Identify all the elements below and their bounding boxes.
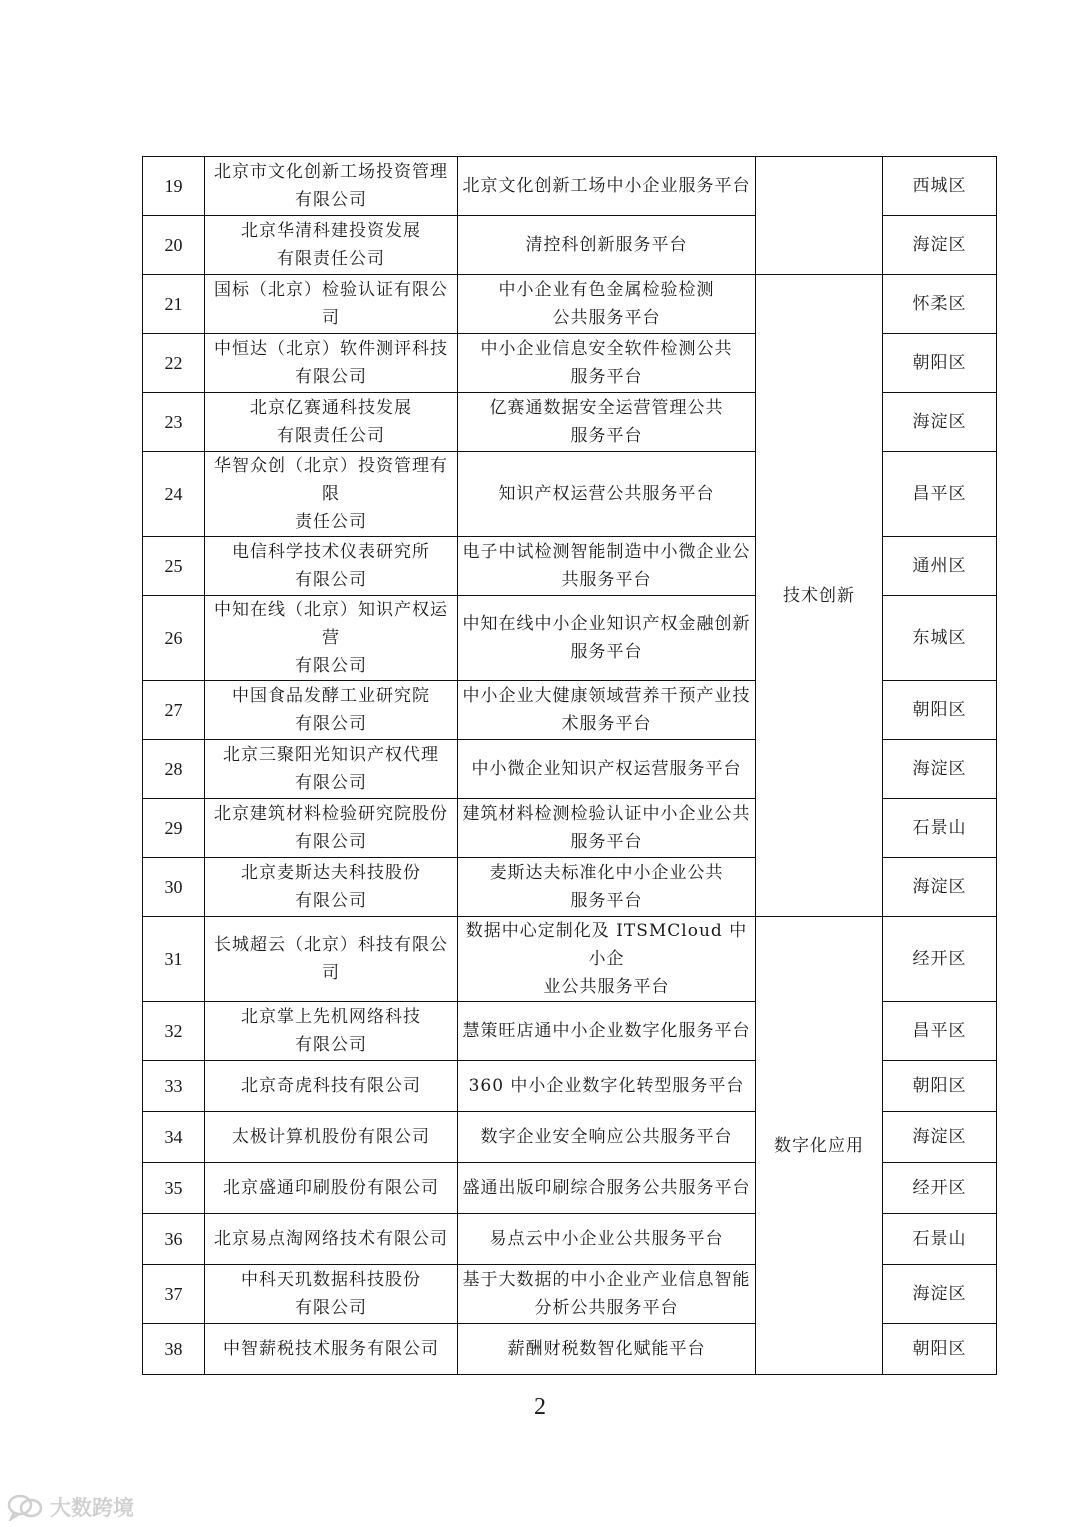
row-number: 37 <box>143 1265 205 1324</box>
category-digital-application: 数字化应用 <box>756 917 883 1375</box>
platform-name: 薪酬财税数智化赋能平台 <box>458 1324 756 1375</box>
category-tech-innovation: 技术创新 <box>756 275 883 917</box>
platform-name: 360 中小企业数字化转型服务平台 <box>458 1061 756 1112</box>
company-name: 中科天玑数据科技股份 有限公司 <box>205 1265 458 1324</box>
enterprise-platform-table <box>142 156 997 1375</box>
row-number: 35 <box>143 1163 205 1214</box>
platform-name: 建筑材料检测检验认证中小企业公共 服务平台 <box>458 799 756 858</box>
row-number: 36 <box>143 1214 205 1265</box>
company-name: 北京三聚阳光知识产权代理 有限公司 <box>205 740 458 799</box>
company-name: 中国食品发酵工业研究院 有限公司 <box>205 681 458 740</box>
row-number: 29 <box>143 799 205 858</box>
platform-name: 中知在线中小企业知识产权金融创新 服务平台 <box>458 596 756 681</box>
district: 海淀区 <box>883 216 997 275</box>
row-number: 20 <box>143 216 205 275</box>
district: 西城区 <box>883 157 997 216</box>
page-number: 2 <box>534 1394 546 1420</box>
platform-name: 知识产权运营公共服务平台 <box>458 452 756 537</box>
district: 昌平区 <box>883 452 997 537</box>
district: 朝阳区 <box>883 681 997 740</box>
district: 通州区 <box>883 537 997 596</box>
row-number: 31 <box>143 917 205 1002</box>
company-name: 华智众创（北京）投资管理有限 责任公司 <box>205 452 458 537</box>
district: 怀柔区 <box>883 275 997 334</box>
row-number: 25 <box>143 537 205 596</box>
row-number: 28 <box>143 740 205 799</box>
company-name: 北京奇虎科技有限公司 <box>205 1061 458 1112</box>
row-number: 32 <box>143 1002 205 1061</box>
platform-name: 中小企业大健康领域营养干预产业技 术服务平台 <box>458 681 756 740</box>
company-name: 北京建筑材料检验研究院股份 有限公司 <box>205 799 458 858</box>
district: 海淀区 <box>883 740 997 799</box>
platform-name: 基于大数据的中小企业产业信息智能 分析公共服务平台 <box>458 1265 756 1324</box>
district: 海淀区 <box>883 858 997 917</box>
table-row <box>143 917 997 1002</box>
company-name: 北京华清科建投资发展 有限责任公司 <box>205 216 458 275</box>
district: 朝阳区 <box>883 1061 997 1112</box>
district: 朝阳区 <box>883 1324 997 1375</box>
district: 经开区 <box>883 1163 997 1214</box>
row-number: 23 <box>143 393 205 452</box>
row-number: 38 <box>143 1324 205 1375</box>
chat-bubbles-logo-icon <box>6 1493 44 1521</box>
company-name: 北京麦斯达夫科技股份 有限公司 <box>205 858 458 917</box>
platform-name: 中小企业信息安全软件检测公共 服务平台 <box>458 334 756 393</box>
district: 石景山 <box>883 799 997 858</box>
row-number: 22 <box>143 334 205 393</box>
row-number: 30 <box>143 858 205 917</box>
platform-name: 易点云中小企业公共服务平台 <box>458 1214 756 1265</box>
district: 海淀区 <box>883 1112 997 1163</box>
category-cell-empty <box>756 157 883 275</box>
company-name: 电信科学技术仪表研究所 有限公司 <box>205 537 458 596</box>
company-name: 北京盛通印刷股份有限公司 <box>205 1163 458 1214</box>
platform-name: 数据中心定制化及 ITSMCloud 中小企 业公共服务平台 <box>458 917 756 1002</box>
platform-name: 清控科创新服务平台 <box>458 216 756 275</box>
platform-name: 电子中试检测智能制造中小微企业公 共服务平台 <box>458 537 756 596</box>
row-number: 21 <box>143 275 205 334</box>
district: 石景山 <box>883 1214 997 1265</box>
platform-name: 慧策旺店通中小企业数字化服务平台 <box>458 1002 756 1061</box>
platform-name: 中小微企业知识产权运营服务平台 <box>458 740 756 799</box>
platform-name: 盛通出版印刷综合服务公共服务平台 <box>458 1163 756 1214</box>
platform-name: 亿赛通数据安全运营管理公共 服务平台 <box>458 393 756 452</box>
row-number: 34 <box>143 1112 205 1163</box>
watermark-text: 大数跨境 <box>50 1496 134 1520</box>
platform-name: 数字企业安全响应公共服务平台 <box>458 1112 756 1163</box>
row-number: 33 <box>143 1061 205 1112</box>
district: 昌平区 <box>883 1002 997 1061</box>
table-row <box>143 275 997 334</box>
company-name: 北京亿赛通科技发展 有限责任公司 <box>205 393 458 452</box>
company-name: 国标（北京）检验认证有限公司 <box>205 275 458 334</box>
district: 朝阳区 <box>883 334 997 393</box>
row-number: 24 <box>143 452 205 537</box>
table-row <box>143 157 997 216</box>
company-name: 北京市文化创新工场投资管理 有限公司 <box>205 157 458 216</box>
watermark <box>6 1492 134 1522</box>
company-name: 中智薪税技术服务有限公司 <box>205 1324 458 1375</box>
district: 海淀区 <box>883 1265 997 1324</box>
company-name: 北京掌上先机网络科技 有限公司 <box>205 1002 458 1061</box>
company-name: 中知在线（北京）知识产权运营 有限公司 <box>205 596 458 681</box>
district: 经开区 <box>883 917 997 1002</box>
platform-name: 中小企业有色金属检验检测 公共服务平台 <box>458 275 756 334</box>
district: 海淀区 <box>883 393 997 452</box>
row-number: 26 <box>143 596 205 681</box>
district: 东城区 <box>883 596 997 681</box>
row-number: 19 <box>143 157 205 216</box>
platform-name: 麦斯达夫标准化中小企业公共 服务平台 <box>458 858 756 917</box>
company-name: 北京易点淘网络技术有限公司 <box>205 1214 458 1265</box>
platform-name: 北京文化创新工场中小企业服务平台 <box>458 157 756 216</box>
company-name: 长城超云（北京）科技有限公司 <box>205 917 458 1002</box>
company-name: 太极计算机股份有限公司 <box>205 1112 458 1163</box>
row-number: 27 <box>143 681 205 740</box>
company-name: 中恒达（北京）软件测评科技 有限公司 <box>205 334 458 393</box>
